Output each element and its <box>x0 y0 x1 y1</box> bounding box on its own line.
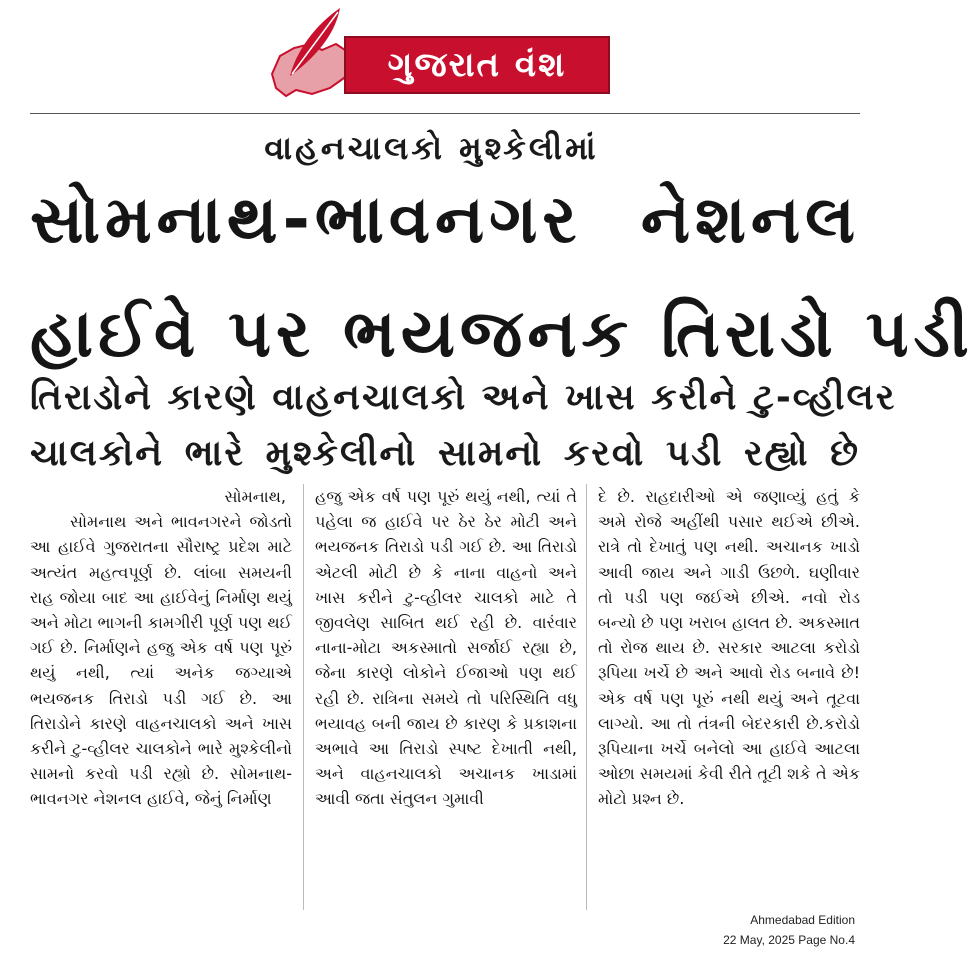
logo-banner <box>344 36 610 94</box>
article-kicker: વાહનચાલકો મુશ્કેલીમાં <box>264 129 599 167</box>
article-column-3 <box>598 484 860 910</box>
article-column-2 <box>315 484 577 910</box>
subhead-line-2: ચાલકોને ભારે મુશ્કેલીનો સામનો કરવો પડી રહ્યો છે <box>30 433 860 474</box>
dateline: સોમનાથ, <box>224 487 286 506</box>
logo-text: ગુજરાત વંશ <box>387 45 567 85</box>
edition-date-page: 22 May, 2025 Page No.4 <box>723 933 855 947</box>
edition-name: Ahmedabad Edition <box>750 913 855 927</box>
edition-footer <box>723 910 855 950</box>
header-divider <box>30 113 860 114</box>
masthead <box>0 0 863 110</box>
column-2-text: હજુ એક વર્ષ પણ પૂરું થયું નથી, ત્યાં તે પહેલા જ હાઈવે પર ઠેર ઠેર મોટી અને ભયજનક તિરાડો પડી ગઈ છે. આ તિરાડો એટલી મોટી છે કે નાના વાહનો અને ખાસ કરીને ટુ-વ્હીલર ચાલકો માટે તે જીવલેણ સાબિત થઈ રહી છે. વારંવાર નાના-મોટા અકસ્માતો સર્જાઈ રહ્યા છે, જેના કારણે લોકોને ઈજાઓ પણ થઈ રહી છે. રાત્રિના સમયે તો પરિસ્થિતિ વધુ ભયાવહ બની જાય છે કારણ કે પ્રકાશના અભાવે આ તિરાડો સ્પષ્ટ દેખાતી નથી, અને વાહનચાલકો અચાનક ખાડામાં આવી જતા સંતુલન ગુમાવી <box>315 487 577 809</box>
headline-line-2: હાઈવે પર ભયજનક તિરાડો પડી <box>30 295 974 372</box>
column-divider <box>586 484 587 910</box>
headline-line-1: સોમનાથ-ભાવનગર નેશનલ <box>30 181 860 258</box>
newspaper-logo[interactable] <box>252 4 612 100</box>
column-1-text: સોમનાથ અને ભાવનગરને જોડતો આ હાઈવે ગુજરાતના સૌરાષ્ટ્ર પ્રદેશ માટે અત્યંત મહત્વપૂર્ણ છે. લાંબા સમયની રાહ જોયા બાદ આ હાઈવેનું નિર્માણ થયું અને મોટા ભાગની કામગીરી પૂર્ણ પણ થઈ ગઈ છે. નિર્માણને હજુ એક વર્ષ પણ પૂરું થયું નથી, ત્યાં અનેક જગ્યાએ ભયજનક તિરાડો પડી ગઈ છે. આ તિરાડોને કારણે વાહનચાલકો અને ખાસ કરીને ટુ-વ્હીલર ચાલકોને ભારે મુશ્કેલીનો સામનો કરવો પડી રહ્યો છે. સોમનાથ-ભાવનગર નેશનલ હાઈવે, જેનું નિર્માણ <box>30 512 292 809</box>
column-divider <box>303 484 304 910</box>
column-3-text: દે છે. રાહદારીઓ એ જણાવ્યું હતું કે અમે રોજે અહીંથી પસાર થઈએ છીએ. રાત્રે તો દેખાતું પણ નથી. અચાનક ખાડો આવી જાય અને ગાડી ઉછળે. ઘણીવાર તો પડી પણ જઈએ છીએ. નવો રોડ બન્યો છે પણ ખરાબ હાલત છે. અકસ્માત તો રોજ થાય છે. સરકાર આટલા કરોડો રૂપિયા ખર્ચે છે અને આવો રોડ બનાવે છે! એક વર્ષ પણ પૂરું નથી થયું અને તૂટવા લાગ્યો. આ તો તંત્રની બેદરકારી છે.કરોડો રૂપિયાના ખર્ચે બનેલો આ હાઈવે આટલા ઓછા સમયમાં કેવી રીતે તૂટી શકે તે એક મોટો પ્રશ્ન છે. <box>598 487 860 809</box>
subhead-line-1: તિરાડોને કારણે વાહનચાલકો અને ખાસ કરીને ટુ-વ્હીલર <box>30 377 897 418</box>
article-column-1 <box>30 484 292 910</box>
